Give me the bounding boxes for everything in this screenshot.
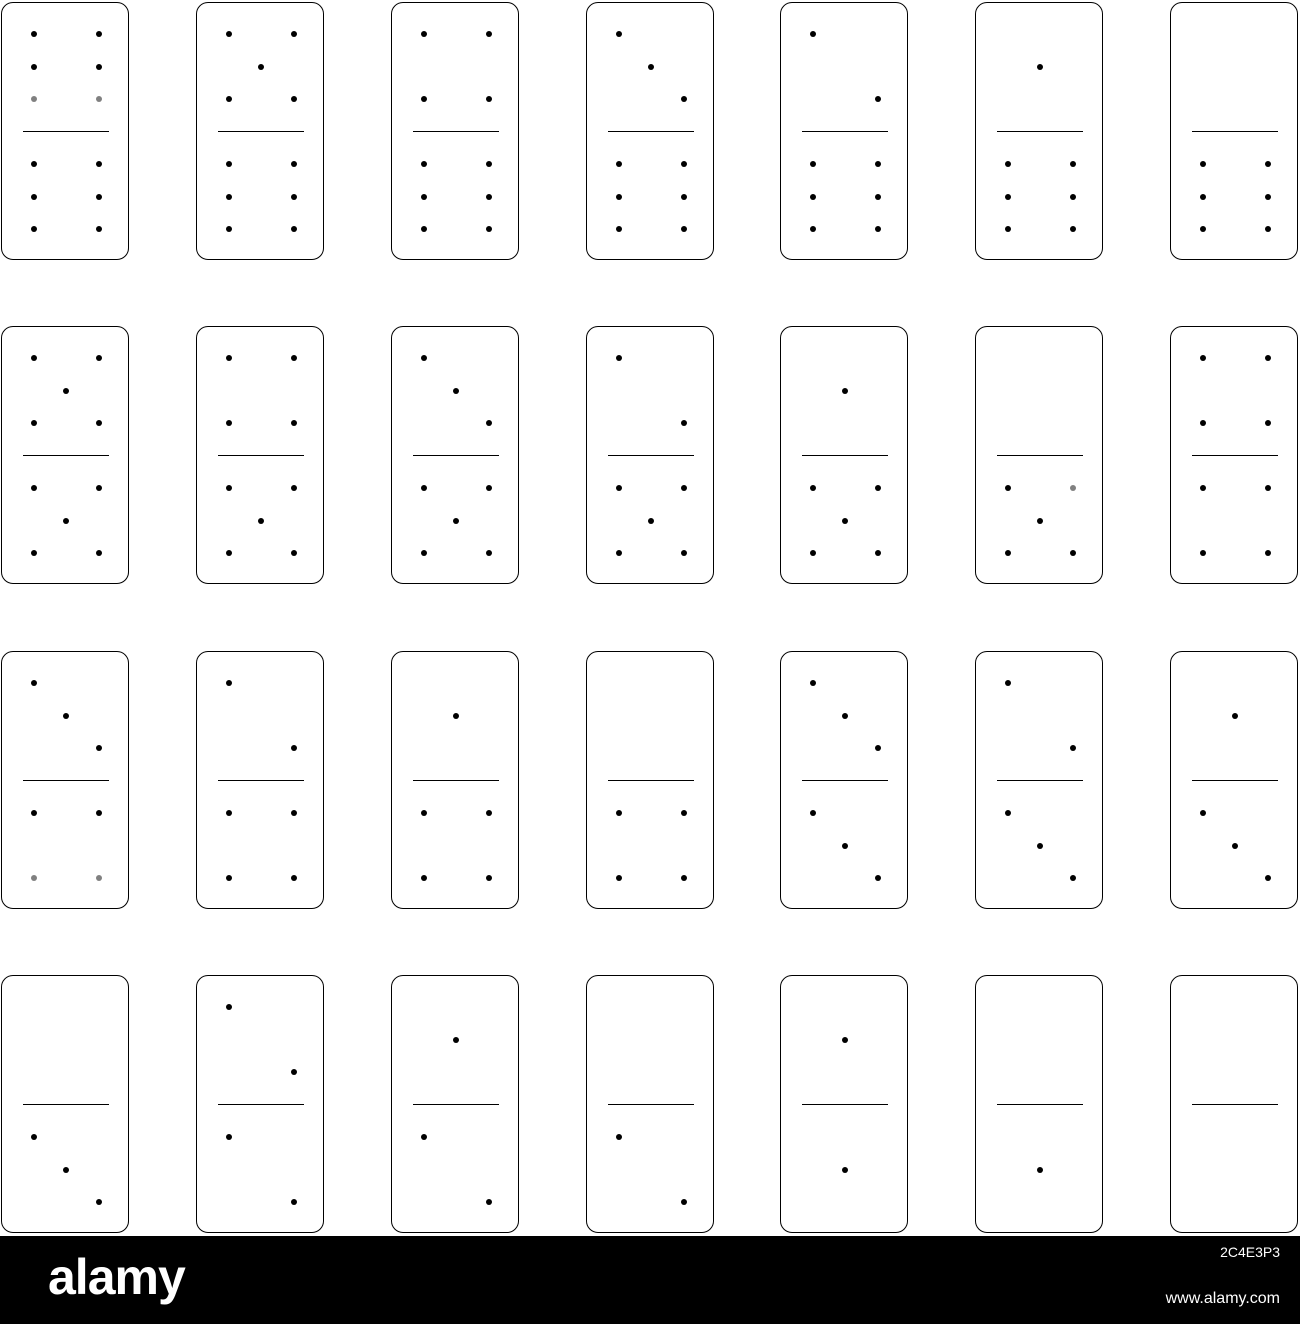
domino-pip-top	[226, 96, 232, 102]
domino-pip-bottom	[63, 518, 69, 524]
domino-pip-bottom	[291, 550, 297, 556]
domino-pip-bottom	[31, 1134, 37, 1140]
domino-pip-bottom	[1005, 226, 1011, 232]
domino-pip-bottom	[421, 1134, 427, 1140]
domino-divider-line	[1192, 780, 1278, 781]
domino-pip-bottom	[291, 875, 297, 881]
domino-tile-2-5	[586, 326, 714, 584]
domino-pip-bottom	[875, 226, 881, 232]
domino-pip-top	[453, 713, 459, 719]
domino-pip-top	[453, 1037, 459, 1043]
domino-pip-bottom	[616, 226, 622, 232]
domino-pip-top	[453, 388, 459, 394]
domino-pip-top	[421, 31, 427, 37]
domino-pip-bottom	[1265, 485, 1271, 491]
domino-pip-bottom	[31, 875, 37, 881]
domino-tile-1-2	[391, 975, 519, 1233]
domino-pip-bottom	[96, 1199, 102, 1205]
domino-pip-bottom	[291, 194, 297, 200]
site-url-label: www.alamy.com	[1165, 1290, 1280, 1307]
domino-divider-line	[1192, 455, 1278, 456]
domino-tile-1-6	[975, 2, 1103, 260]
domino-divider-line	[413, 1104, 499, 1105]
domino-pip-top	[31, 420, 37, 426]
domino-pip-bottom	[421, 194, 427, 200]
domino-pip-bottom	[258, 518, 264, 524]
domino-pip-bottom	[810, 810, 816, 816]
domino-pip-bottom	[486, 161, 492, 167]
domino-tile-3-4	[1, 651, 129, 909]
domino-tile-4-6	[391, 2, 519, 260]
domino-pip-top	[291, 420, 297, 426]
domino-pip-bottom	[681, 485, 687, 491]
domino-pip-bottom	[486, 485, 492, 491]
domino-pip-top	[681, 420, 687, 426]
domino-pip-bottom	[1005, 550, 1011, 556]
domino-pip-bottom	[842, 1167, 848, 1173]
domino-tile-1-5	[780, 326, 908, 584]
domino-pip-top	[96, 96, 102, 102]
domino-divider-line	[413, 455, 499, 456]
domino-pip-top	[616, 355, 622, 361]
domino-pip-bottom	[616, 485, 622, 491]
domino-pip-top	[842, 1037, 848, 1043]
domino-pip-top	[226, 31, 232, 37]
domino-divider-line	[802, 1104, 888, 1105]
domino-divider-line	[802, 455, 888, 456]
domino-tile-2-4	[196, 651, 324, 909]
domino-pip-bottom	[226, 161, 232, 167]
domino-pip-bottom	[421, 810, 427, 816]
domino-divider-line	[413, 131, 499, 132]
domino-pip-bottom	[616, 194, 622, 200]
domino-pip-top	[291, 31, 297, 37]
domino-pip-bottom	[1232, 843, 1238, 849]
domino-pip-bottom	[96, 550, 102, 556]
domino-pip-bottom	[842, 518, 848, 524]
domino-pip-bottom	[1070, 485, 1076, 491]
domino-divider-line	[802, 131, 888, 132]
domino-divider-line	[997, 455, 1083, 456]
domino-pip-top	[226, 355, 232, 361]
domino-tile-1-3	[1170, 651, 1298, 909]
domino-pip-bottom	[875, 161, 881, 167]
domino-pip-bottom	[486, 810, 492, 816]
domino-pip-bottom	[31, 226, 37, 232]
domino-pip-bottom	[226, 194, 232, 200]
domino-pip-bottom	[96, 875, 102, 881]
domino-tile-3-6	[586, 2, 714, 260]
domino-pip-top	[810, 31, 816, 37]
domino-pip-bottom	[681, 810, 687, 816]
domino-pip-top	[1070, 745, 1076, 751]
domino-pip-bottom	[226, 810, 232, 816]
domino-pip-top	[486, 31, 492, 37]
alamy-logo	[46, 1242, 185, 1314]
domino-pip-bottom	[421, 161, 427, 167]
domino-pip-top	[291, 355, 297, 361]
domino-divider-line	[608, 455, 694, 456]
domino-pip-bottom	[1265, 194, 1271, 200]
domino-pip-bottom	[31, 161, 37, 167]
domino-pip-bottom	[616, 875, 622, 881]
domino-pip-bottom	[1037, 1167, 1043, 1173]
alamy-logo-wordmark: alamy	[48, 1249, 185, 1305]
domino-pip-top	[291, 1069, 297, 1075]
domino-pip-top	[1232, 713, 1238, 719]
domino-pip-bottom	[1005, 194, 1011, 200]
domino-pip-bottom	[1070, 550, 1076, 556]
domino-divider-line	[23, 455, 109, 456]
domino-pip-bottom	[1265, 550, 1271, 556]
domino-pip-top	[31, 64, 37, 70]
domino-pip-top	[63, 388, 69, 394]
domino-pip-bottom	[226, 485, 232, 491]
domino-tile-0-2	[586, 975, 714, 1233]
domino-pip-top	[681, 96, 687, 102]
domino-tile-2-3	[975, 651, 1103, 909]
domino-tile-1-4	[391, 651, 519, 909]
domino-pip-bottom	[1070, 161, 1076, 167]
domino-pip-bottom	[291, 485, 297, 491]
domino-tile-1-1	[780, 975, 908, 1233]
domino-tile-0-3	[1, 975, 129, 1233]
domino-pip-bottom	[421, 485, 427, 491]
domino-pip-top	[63, 713, 69, 719]
domino-pip-top	[96, 420, 102, 426]
domino-pip-bottom	[1070, 194, 1076, 200]
domino-divider-line	[997, 1104, 1083, 1105]
domino-pip-top	[842, 713, 848, 719]
domino-tile-3-5	[391, 326, 519, 584]
domino-pip-top	[96, 31, 102, 37]
domino-pip-bottom	[810, 161, 816, 167]
domino-divider-line	[997, 131, 1083, 132]
domino-divider-line	[218, 455, 304, 456]
domino-pip-top	[616, 31, 622, 37]
domino-pip-bottom	[648, 518, 654, 524]
domino-divider-line	[218, 131, 304, 132]
domino-divider-line	[608, 780, 694, 781]
domino-pip-bottom	[616, 161, 622, 167]
domino-pip-top	[1265, 420, 1271, 426]
domino-pip-top	[486, 420, 492, 426]
domino-pip-bottom	[681, 226, 687, 232]
domino-pip-bottom	[810, 485, 816, 491]
domino-divider-line	[413, 780, 499, 781]
domino-pip-bottom	[681, 161, 687, 167]
domino-tile-0-4	[586, 651, 714, 909]
domino-pip-bottom	[96, 194, 102, 200]
domino-pip-bottom	[96, 226, 102, 232]
domino-pip-top	[291, 96, 297, 102]
domino-pip-bottom	[1265, 875, 1271, 881]
domino-pip-top	[31, 355, 37, 361]
domino-pip-top	[96, 745, 102, 751]
domino-pip-bottom	[1037, 518, 1043, 524]
domino-pip-bottom	[1005, 161, 1011, 167]
domino-pip-bottom	[1037, 843, 1043, 849]
domino-pip-top	[291, 745, 297, 751]
domino-pip-bottom	[681, 194, 687, 200]
domino-pip-bottom	[810, 194, 816, 200]
domino-pip-top	[875, 745, 881, 751]
domino-pip-bottom	[291, 161, 297, 167]
domino-pip-top	[1265, 355, 1271, 361]
domino-pip-bottom	[31, 810, 37, 816]
domino-pip-bottom	[1070, 875, 1076, 881]
domino-divider-line	[1192, 131, 1278, 132]
domino-pip-top	[810, 680, 816, 686]
domino-pip-bottom	[810, 550, 816, 556]
domino-divider-line	[23, 1104, 109, 1105]
domino-pip-bottom	[421, 550, 427, 556]
domino-pip-bottom	[875, 194, 881, 200]
domino-pip-bottom	[291, 1199, 297, 1205]
domino-pip-top	[421, 355, 427, 361]
domino-pip-bottom	[1070, 226, 1076, 232]
domino-divider-line	[608, 1104, 694, 1105]
domino-pip-top	[96, 64, 102, 70]
domino-pip-top	[1037, 64, 1043, 70]
domino-pip-bottom	[1200, 161, 1206, 167]
domino-pip-bottom	[1265, 161, 1271, 167]
domino-pip-top	[96, 355, 102, 361]
domino-divider-line	[23, 780, 109, 781]
domino-pip-bottom	[291, 810, 297, 816]
domino-pip-bottom	[1005, 485, 1011, 491]
domino-pip-bottom	[1200, 810, 1206, 816]
domino-pip-top	[486, 96, 492, 102]
domino-pip-bottom	[486, 550, 492, 556]
watermark-footer-bar	[0, 1236, 1300, 1324]
domino-pip-bottom	[1200, 194, 1206, 200]
domino-pip-top	[648, 64, 654, 70]
domino-pip-top	[875, 96, 881, 102]
domino-divider-line	[802, 780, 888, 781]
domino-pip-top	[31, 680, 37, 686]
domino-pip-bottom	[681, 875, 687, 881]
domino-pip-bottom	[616, 810, 622, 816]
image-id-label: 2C4E3P3	[1220, 1244, 1280, 1260]
domino-pip-bottom	[875, 550, 881, 556]
domino-pip-bottom	[226, 1134, 232, 1140]
domino-pip-bottom	[486, 875, 492, 881]
domino-tile-5-6	[196, 2, 324, 260]
domino-tile-0-0	[1170, 975, 1298, 1233]
domino-divider-line	[1192, 1104, 1278, 1105]
domino-pip-bottom	[1200, 226, 1206, 232]
domino-pip-bottom	[31, 485, 37, 491]
domino-pip-bottom	[1200, 550, 1206, 556]
domino-pip-bottom	[291, 226, 297, 232]
domino-tile-4-4	[1170, 326, 1298, 584]
domino-tile-0-6	[1170, 2, 1298, 260]
domino-pip-bottom	[31, 194, 37, 200]
domino-pip-bottom	[96, 485, 102, 491]
domino-pip-top	[842, 388, 848, 394]
domino-pip-top	[258, 64, 264, 70]
domino-divider-line	[218, 1104, 304, 1105]
domino-tile-6-6	[1, 2, 129, 260]
domino-divider-line	[218, 780, 304, 781]
domino-tile-0-5	[975, 326, 1103, 584]
domino-pip-bottom	[96, 161, 102, 167]
domino-pip-bottom	[226, 875, 232, 881]
domino-tile-5-5	[1, 326, 129, 584]
domino-tile-2-6	[780, 2, 908, 260]
domino-pip-top	[421, 96, 427, 102]
domino-pip-top	[1200, 355, 1206, 361]
domino-divider-line	[23, 131, 109, 132]
domino-tile-3-3	[780, 651, 908, 909]
domino-pip-top	[31, 96, 37, 102]
domino-pip-bottom	[616, 550, 622, 556]
domino-pip-top	[226, 1004, 232, 1010]
domino-pip-bottom	[681, 550, 687, 556]
domino-pip-bottom	[875, 485, 881, 491]
domino-pip-bottom	[1200, 485, 1206, 491]
domino-pip-bottom	[486, 194, 492, 200]
domino-pip-bottom	[31, 550, 37, 556]
domino-pip-bottom	[875, 875, 881, 881]
domino-pip-bottom	[810, 226, 816, 232]
domino-pip-bottom	[486, 226, 492, 232]
domino-pip-top	[226, 680, 232, 686]
domino-tile-0-1	[975, 975, 1103, 1233]
domino-pip-top	[1200, 420, 1206, 426]
domino-pip-bottom	[226, 226, 232, 232]
domino-pip-bottom	[616, 1134, 622, 1140]
domino-pip-bottom	[486, 1199, 492, 1205]
domino-pip-bottom	[453, 518, 459, 524]
domino-pip-top	[31, 31, 37, 37]
domino-pip-bottom	[1005, 810, 1011, 816]
domino-pip-bottom	[226, 550, 232, 556]
domino-tile-4-5	[196, 326, 324, 584]
domino-pip-top	[1005, 680, 1011, 686]
domino-pip-bottom	[96, 810, 102, 816]
domino-pip-bottom	[1265, 226, 1271, 232]
domino-pip-bottom	[842, 843, 848, 849]
domino-pip-bottom	[421, 875, 427, 881]
domino-pip-bottom	[63, 1167, 69, 1173]
domino-divider-line	[608, 131, 694, 132]
domino-pip-bottom	[421, 226, 427, 232]
domino-pip-bottom	[681, 1199, 687, 1205]
domino-pip-top	[226, 420, 232, 426]
domino-tile-2-2	[196, 975, 324, 1233]
domino-divider-line	[997, 780, 1083, 781]
